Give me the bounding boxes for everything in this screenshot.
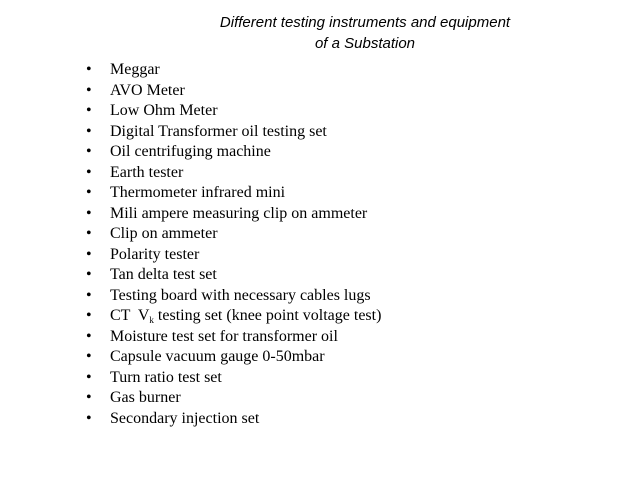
- list-item: [86, 327, 381, 348]
- bullet-icon: •: [86, 122, 92, 140]
- list-item: [86, 224, 381, 245]
- bullet-icon: •: [86, 368, 92, 386]
- list-item-text: Secondary injection set: [110, 409, 260, 427]
- bullet-icon: •: [86, 245, 92, 263]
- bullet-icon: •: [86, 307, 92, 324]
- list-item-text: Thermometer infrared mini: [110, 184, 286, 201]
- list-item-text: Capsule vacuum gauge 0-50mbar: [110, 348, 325, 365]
- list-item: [86, 286, 381, 307]
- list-item-ct-vk: [86, 306, 381, 327]
- list-item-text: Testing board with necessary cables lugs: [110, 286, 371, 304]
- list-item-text: Mili ampere measuring clip on ammeter: [110, 204, 368, 222]
- bullet-icon: •: [86, 225, 92, 242]
- list-item-text-subscript: k: [149, 315, 154, 325]
- slide-title: [150, 12, 580, 54]
- bullet-icon: •: [86, 204, 92, 222]
- list-item-text: Turn ratio test set: [110, 368, 222, 386]
- bullet-icon: •: [86, 61, 92, 78]
- list-item-text: Digital Transformer oil testing set: [110, 122, 327, 140]
- list-item: [86, 265, 381, 286]
- list-item: [86, 204, 381, 225]
- list-item-text: Low Ohm Meter: [110, 102, 218, 119]
- list-item-text: AVO Meter: [110, 81, 185, 99]
- list-item-text: Tan delta test set: [110, 266, 217, 283]
- list-item-text: Meggar: [110, 61, 160, 78]
- slide-title-line-1: Different testing instruments and equipment: [219, 14, 511, 31]
- bullet-icon: •: [86, 184, 92, 201]
- list-item: [86, 388, 381, 409]
- list-item: [86, 245, 381, 266]
- bullet-icon: •: [86, 348, 92, 365]
- list-item-text: Clip on ammeter: [110, 225, 218, 242]
- bullet-icon: •: [86, 409, 92, 427]
- list-item: [86, 60, 381, 81]
- list-item: [86, 347, 381, 368]
- list-item-text: Earth tester: [110, 163, 184, 181]
- list-item-text-suffix: testing set (knee point voltage test): [153, 307, 382, 324]
- list-item: [86, 183, 381, 204]
- bullet-icon: •: [86, 266, 92, 283]
- list-item: [86, 81, 381, 102]
- list-item: [86, 142, 381, 163]
- list-item-text: Gas burner: [110, 389, 181, 406]
- bullet-icon: •: [86, 102, 92, 119]
- list-item: [86, 163, 381, 184]
- list-item-text: Oil centrifuging machine: [110, 143, 271, 160]
- bullet-icon: •: [86, 163, 92, 181]
- bullet-icon: •: [86, 81, 92, 99]
- list-item-text: Moisture test set for transformer oil: [110, 327, 338, 345]
- list-item-text: Polarity tester: [110, 245, 200, 263]
- list-item: [86, 101, 381, 122]
- equipment-list: [86, 60, 381, 429]
- list-item: [86, 368, 381, 389]
- bullet-icon: •: [86, 143, 92, 160]
- bullet-icon: •: [86, 389, 92, 406]
- list-item: [86, 122, 381, 143]
- bullet-icon: •: [86, 327, 92, 345]
- list-item: [86, 409, 381, 430]
- bullet-icon: •: [86, 286, 92, 304]
- slide-title-line-2: of a Substation: [314, 35, 416, 52]
- list-item-text-prefix: CT V: [110, 307, 150, 324]
